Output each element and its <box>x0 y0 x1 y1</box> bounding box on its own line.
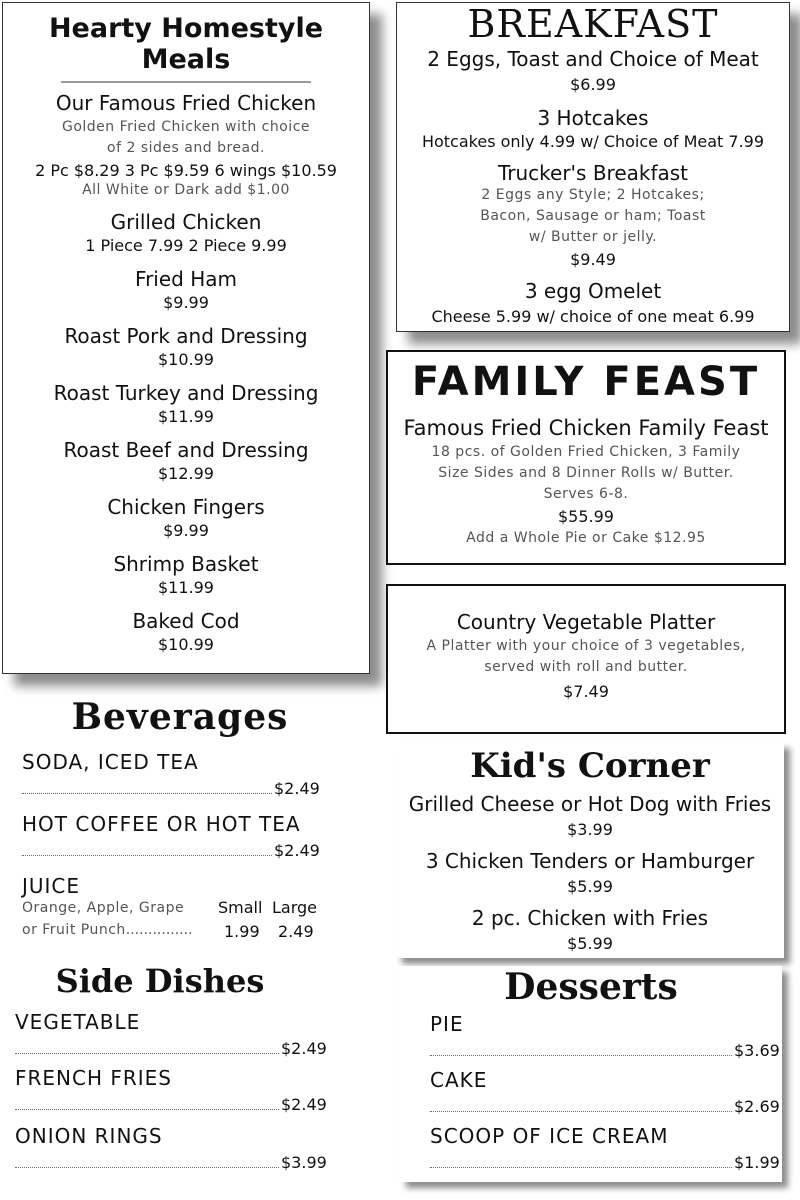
item-name: Grilled Cheese or Hot Dog with Fries <box>408 792 772 816</box>
item-name: VEGETABLE <box>15 1010 141 1034</box>
fried-chicken-item <box>3 91 369 198</box>
item-desc: 18 pcs. of Golden Fried Chicken, 3 Family <box>431 444 741 460</box>
breakfast-item <box>397 47 789 94</box>
menu-item <box>3 267 369 312</box>
family-feast-panel <box>386 350 786 565</box>
dotted-leader <box>430 1092 780 1116</box>
item-name: SODA, ICED TEA <box>22 750 199 774</box>
dotted-leader <box>15 1090 325 1114</box>
dotted-leader <box>22 836 322 860</box>
item-price: $2.49 <box>274 779 320 798</box>
price-large: 2.49 <box>278 922 314 941</box>
dessert-item <box>430 1012 780 1060</box>
menu-item <box>3 438 369 483</box>
kids-item <box>396 792 784 839</box>
item-desc: 2 Eggs any Style; 2 Hotcakes; <box>481 187 705 203</box>
dotted-leader <box>430 1148 780 1172</box>
item-name: Trucker's Breakfast <box>497 161 689 185</box>
kids-item <box>396 906 784 953</box>
menu-item <box>3 210 369 255</box>
kids-item <box>396 849 784 896</box>
item-name: Grilled Chicken <box>110 210 262 234</box>
juice-item <box>22 874 332 942</box>
menu-item <box>3 495 369 540</box>
breakfast-item <box>397 279 789 326</box>
item-desc: served with roll and butter. <box>484 659 688 675</box>
family-feast-title: FAMILY FEAST <box>411 359 761 405</box>
item-desc: Size Sides and 8 Dinner Rolls w/ Butter. <box>438 465 734 481</box>
item-price: $2.49 <box>281 1039 327 1058</box>
item-price: $7.49 <box>563 682 609 701</box>
side-item <box>15 1066 325 1114</box>
item-price: $6.99 <box>570 75 616 94</box>
juice-flavors-2: or Fruit Punch............... <box>22 922 193 938</box>
price-small: 1.99 <box>224 922 260 941</box>
item-name: 3 Chicken Tenders or Hamburger <box>425 849 755 873</box>
side-dishes-section <box>0 962 370 1192</box>
item-name: Shrimp Basket <box>113 552 259 576</box>
item-price: Cheese 5.99 w/ choice of one meat 6.99 <box>431 307 755 326</box>
item-name: Country Vegetable Platter <box>456 610 716 634</box>
side-item <box>15 1124 325 1172</box>
dotted-leader <box>15 1034 325 1058</box>
item-name: Roast Pork and Dressing <box>64 324 308 348</box>
item-price: $5.99 <box>567 877 613 896</box>
dotted-leader <box>430 1036 780 1060</box>
side-item <box>15 1010 325 1058</box>
beverages-section <box>0 696 370 956</box>
menu-item <box>3 552 369 597</box>
beverages-title: Beverages <box>71 696 289 738</box>
item-price: $10.99 <box>158 350 214 369</box>
item-price: $55.99 <box>558 507 614 526</box>
item-name: 3 egg Omelet <box>524 279 662 303</box>
item-price: $12.99 <box>158 464 214 483</box>
dessert-item <box>430 1124 780 1172</box>
item-price: $2.49 <box>281 1095 327 1114</box>
size-small-label: Small <box>218 898 263 917</box>
title-underline <box>61 81 311 83</box>
item-desc: Bacon, Sausage or ham; Toast <box>480 208 706 224</box>
desserts-title: Desserts <box>504 966 678 1008</box>
breakfast-panel <box>396 2 790 332</box>
kids-corner-panel <box>396 742 784 958</box>
item-price: $11.99 <box>158 578 214 597</box>
hearty-menu-list <box>3 210 369 654</box>
menu-item <box>3 324 369 369</box>
dessert-item <box>430 1068 780 1116</box>
item-price: Hotcakes only 4.99 w/ Choice of Meat 7.99 <box>421 132 765 151</box>
item-price: $1.99 <box>734 1153 780 1172</box>
dotted-leader <box>15 1148 325 1172</box>
item-price: $9.99 <box>163 521 209 540</box>
item-name: HOT COFFEE OR HOT TEA <box>22 812 301 836</box>
item-name: 3 Hotcakes <box>537 106 649 130</box>
item-name: ONION RINGS <box>15 1124 163 1148</box>
side-dishes-title: Side Dishes <box>55 962 265 1000</box>
item-desc: A Platter with your choice of 3 vegetables, <box>426 638 746 654</box>
item-name: 2 Eggs, Toast and Choice of Meat <box>427 47 759 71</box>
beverage-item <box>22 812 322 860</box>
item-name: Chicken Fingers <box>107 495 265 519</box>
item-price: $3.99 <box>281 1153 327 1172</box>
item-price: $3.69 <box>734 1041 780 1060</box>
item-price: $9.99 <box>163 293 209 312</box>
family-feast-item <box>388 416 784 546</box>
menu-item <box>3 609 369 654</box>
breakfast-item <box>397 161 789 269</box>
item-name: Roast Beef and Dressing <box>63 438 309 462</box>
vegetable-platter-item <box>388 610 784 701</box>
item-name: 2 pc. Chicken with Fries <box>471 906 709 930</box>
item-name: Our Famous Fried Chicken <box>55 91 317 115</box>
hearty-meals-panel <box>2 2 370 674</box>
menu-item <box>3 381 369 426</box>
juice-flavors: Orange, Apple, Grape <box>22 900 185 916</box>
item-note: All White or Dark add $1.00 <box>82 182 290 198</box>
desserts-panel <box>400 966 782 1182</box>
item-name: Baked Cod <box>132 609 240 633</box>
item-desc: w/ Butter or jelly. <box>528 229 658 245</box>
size-large-label: Large <box>272 898 318 917</box>
item-desc: Golden Fried Chicken with choice <box>61 119 311 135</box>
item-name: PIE <box>430 1012 464 1036</box>
item-desc: of 2 sides and bread. <box>107 140 265 156</box>
breakfast-title: BREAKFAST <box>467 2 719 46</box>
item-price: $11.99 <box>158 407 214 426</box>
breakfast-item <box>397 106 789 151</box>
item-name: Roast Turkey and Dressing <box>53 381 319 405</box>
beverage-item <box>22 750 322 798</box>
item-price: 2 Pc $8.29 3 Pc $9.59 6 wings $10.59 <box>35 161 337 180</box>
item-name: FRENCH FRIES <box>15 1066 172 1090</box>
kids-corner-title: Kid's Corner <box>470 746 710 786</box>
item-price: $9.49 <box>570 250 616 269</box>
item-price: $3.99 <box>567 820 613 839</box>
hearty-meals-title: Hearty Homestyle Meals <box>48 13 324 75</box>
vegetable-platter-panel <box>386 584 786 734</box>
item-addon: Add a Whole Pie or Cake $12.95 <box>466 530 706 546</box>
item-price: $5.99 <box>567 934 613 953</box>
item-price: $10.99 <box>158 635 214 654</box>
item-price: $2.49 <box>274 841 320 860</box>
juice-flavors-label: or Fruit Punch <box>22 922 126 938</box>
item-name: Fried Ham <box>135 267 237 291</box>
item-price: $2.69 <box>734 1097 780 1116</box>
item-desc: Serves 6-8. <box>543 486 629 502</box>
item-price: 1 Piece 7.99 2 Piece 9.99 <box>85 236 287 255</box>
item-name: Famous Fried Chicken Family Feast <box>403 416 769 440</box>
dotted-leader <box>22 774 322 798</box>
item-name: SCOOP OF ICE CREAM <box>430 1124 669 1148</box>
item-name: JUICE <box>22 874 81 898</box>
item-name: CAKE <box>430 1068 488 1092</box>
